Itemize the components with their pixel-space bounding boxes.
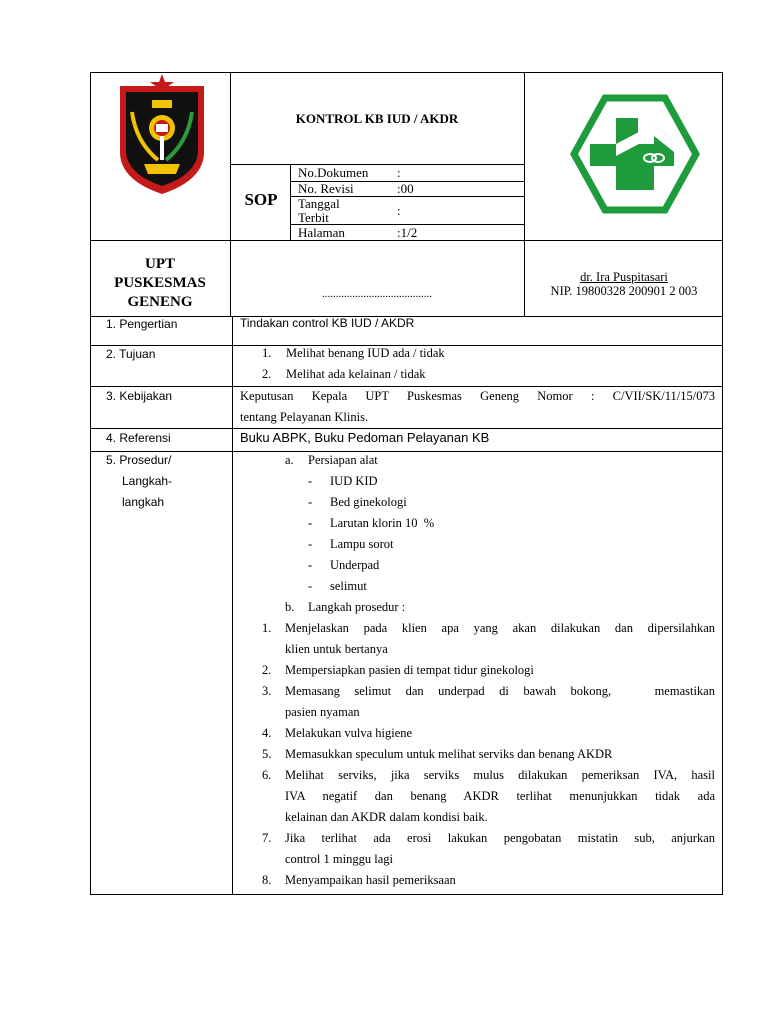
signer-nip: NIP. 19800328 200901 2 003: [550, 284, 698, 298]
step-number: 1.: [262, 621, 272, 635]
langkah-title: Langkah prosedur :: [308, 600, 406, 614]
org-name-line1: UPT: [145, 256, 175, 272]
meta-halaman-value: :1/2: [397, 225, 418, 240]
langkah-marker: b.: [285, 600, 295, 614]
tool-dash: -: [308, 516, 313, 530]
row-label-prosedur-1: 5. Prosedur/: [106, 453, 172, 467]
tool-item: IUD KID: [330, 474, 378, 488]
step-text: Menjelaskan pada klien apa yang akan dilakukan dan dipersilahkan: [285, 621, 715, 635]
row-label-prosedur-2: Langkah-: [122, 474, 173, 488]
sop-label: SOP: [244, 190, 278, 209]
tujuan-item-1-text: Melihat benang IUD ada / tidak: [286, 346, 445, 360]
step-text: Jika terlihat ada erosi lakukan pengobatan mistatin sub, anjurkan: [285, 831, 715, 845]
meta-tanggal-terbit-label-1: Tanggal: [298, 196, 340, 211]
step-text: control 1 minggu lagi: [285, 852, 393, 866]
org-name-line3: GENENG: [127, 294, 193, 310]
referensi-content: Buku ABPK, Buku Pedoman Pelayanan KB: [240, 430, 490, 445]
persiapan-title: Persiapan alat: [308, 453, 378, 467]
step-text: pasien nyaman: [285, 705, 360, 719]
row-label-kebijakan: 3. Kebijakan: [106, 389, 173, 403]
step-text: Melihat serviks, jika serviks mulus dilakukan pemeriksan IVA, hasil: [285, 768, 715, 782]
meta-tanggal-terbit-label-2: Terbit: [298, 210, 329, 225]
step-number: 3.: [262, 684, 272, 698]
tool-dash: -: [308, 579, 313, 593]
step-text: Melakukan vulva higiene: [285, 726, 413, 740]
tujuan-item-1-number: 1.: [262, 346, 272, 360]
step-text: Memasukkan speculum untuk melihat serviks dan benang AKDR: [285, 747, 613, 761]
kebijakan-line-1: Keputusan Kepala UPT Puskesmas Geneng Nomor : C/VII/SK/11/15/073: [240, 389, 715, 403]
puskesmas-logo: [570, 94, 700, 214]
tool-item: Underpad: [330, 558, 380, 572]
signer-name: dr. Ira Puspitasari: [580, 270, 668, 284]
step-number: 2.: [262, 663, 272, 677]
step-text: Menyampaikan hasil pemeriksaan: [285, 873, 456, 887]
meta-no-revisi-value: :00: [397, 181, 414, 196]
document-title: KONTROL KB IUD / AKDR: [295, 111, 459, 126]
meta-no-dokumen-label: No.Dokumen: [298, 165, 369, 180]
kebijakan-line-2: tentang Pelayanan Klinis.: [240, 410, 369, 424]
tujuan-item-2-number: 2.: [262, 367, 272, 381]
meta-halaman-label: Halaman: [298, 225, 345, 240]
step-number: 7.: [262, 831, 272, 845]
step-text: klien untuk bertanya: [285, 642, 388, 656]
tool-item: Lampu sorot: [330, 537, 394, 551]
tool-dash: -: [308, 558, 313, 572]
step-text: Memasang selimut dan underpad di bawah bokong, memastikan: [285, 684, 715, 698]
pengertian-content: Tindakan control KB IUD / AKDR: [240, 316, 415, 330]
tool-dash: -: [308, 495, 313, 509]
tool-item: selimut: [330, 579, 367, 593]
row-label-referensi: 4. Referensi: [106, 431, 171, 445]
row-label-pengertian: 1. Pengertian: [106, 317, 178, 331]
step-text: Mempersiapkan pasien di tempat tidur ginekologi: [285, 663, 534, 677]
tool-item: Larutan klorin 10 %: [330, 516, 435, 530]
tool-dash: -: [308, 537, 313, 551]
meta-no-dokumen-value: :: [397, 165, 401, 180]
meta-tanggal-terbit-value: :: [397, 203, 401, 218]
tool-item: Bed ginekologi: [330, 495, 407, 509]
org-name-line2: PUSKESMAS: [114, 275, 206, 291]
regional-emblem-logo: [116, 72, 208, 196]
tujuan-item-2-text: Melihat ada kelainan / tidak: [286, 367, 426, 381]
step-number: 4.: [262, 726, 272, 740]
step-text: kelainan dan AKDR dalam kondisi baik.: [285, 810, 488, 824]
persiapan-marker: a.: [285, 453, 294, 467]
row-label-prosedur-3: langkah: [122, 495, 165, 509]
meta-no-revisi-label: No. Revisi: [298, 181, 354, 196]
row-label-tujuan: 2. Tujuan: [106, 347, 156, 361]
tool-dash: -: [308, 474, 313, 488]
signature-line: ........................................: [322, 288, 432, 300]
org-name: [92, 255, 228, 312]
step-number: 6.: [262, 768, 272, 782]
step-text: IVA negatif dan benang AKDR terlihat menunjukkan tidak ada: [285, 789, 715, 803]
step-number: 5.: [262, 747, 272, 761]
step-number: 8.: [262, 873, 272, 887]
